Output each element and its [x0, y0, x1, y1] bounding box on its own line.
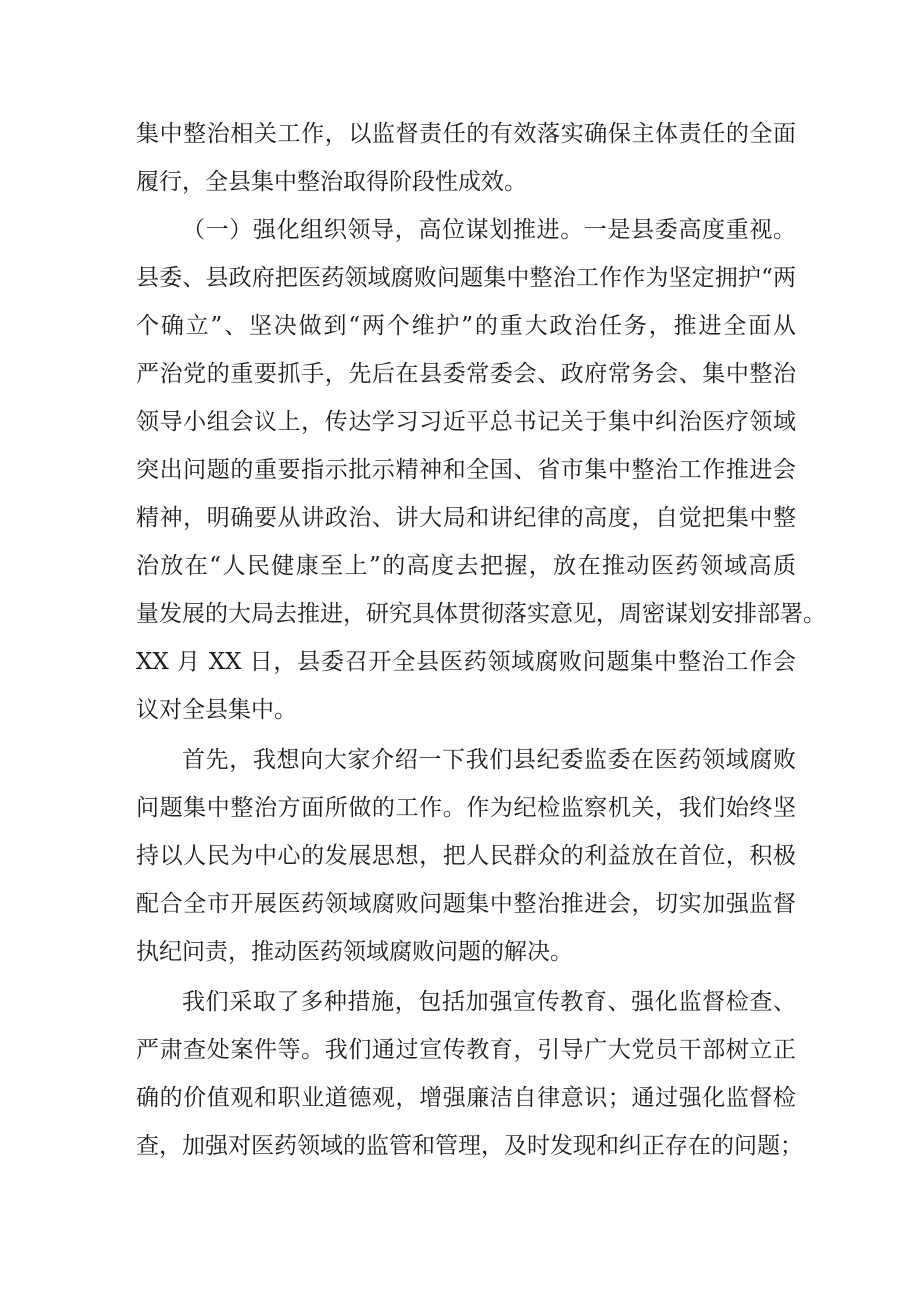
text-line: 精神，明确要从讲政治、讲大局和讲纪律的高度，自觉把集中整 [136, 505, 796, 531]
text-line: 查，加强对医药领域的监管和管理，及时发现和纠正存在的问题； [136, 1133, 803, 1159]
text-line: 领导小组会议上，传达学习习近平总书记关于集中纠治医疗领域 [136, 409, 796, 435]
text-line: 集中整治相关工作，以监督责任的有效落实确保主体责任的全面 [136, 121, 796, 147]
text-line: 议对全县集中。 [136, 697, 297, 723]
text-line: 问题集中整治方面所做的工作。作为纪检监察机关，我们始终坚 [136, 795, 796, 821]
text-line: 个确立”、坚决做到“两个维护”的重大政治任务，推进全面从 [136, 313, 796, 339]
text-line: 执纪问责，推动医药领域腐败问题的解决。 [136, 939, 573, 965]
text-line: 县委、县政府把医药领域腐败问题集中整治工作作为坚定拥护“两 [136, 265, 796, 291]
paragraph-start-line: （一）强化组织领导，高位谋划推进。一是县委高度重视。 [182, 217, 796, 243]
paragraph-start-line: 我们采取了多种措施，包括加强宣传教育、强化监督检查、 [182, 989, 796, 1015]
text-line: 确的价值观和职业道德观，增强廉洁自律意识；通过强化监督检 [136, 1085, 796, 1111]
text-line: 量发展的大局去推进，研究具体贯彻落实意见，周密谋划安排部署。 [136, 601, 826, 627]
paragraph-start-line: 首先，我想向大家介绍一下我们县纪委监委在医药领域腐败 [182, 747, 796, 773]
text-line: 治放在“人民健康至上”的高度去把握，放在推动医药领域高质 [136, 553, 796, 579]
text-line: 配合全市开展医药领域腐败问题集中整治推进会，切实加强监督 [136, 891, 796, 917]
text-line: 持以人民为中心的发展思想，把人民群众的利益放在首位，积极 [136, 843, 796, 869]
text-line: 履行，全县集中整治取得阶段性成效。 [136, 169, 527, 195]
text-line: 突出问题的重要指示批示精神和全国、省市集中整治工作推进会 [136, 457, 796, 483]
text-line: 严肃查处案件等。我们通过宣传教育，引导广大党员干部树立正 [136, 1037, 796, 1063]
text-line: XX 月 XX 日，县委召开全县医药领域腐败问题集中整治工作会 [136, 649, 796, 675]
text-line: 严治党的重要抓手，先后在县委常委会、政府常务会、集中整治 [136, 361, 796, 387]
